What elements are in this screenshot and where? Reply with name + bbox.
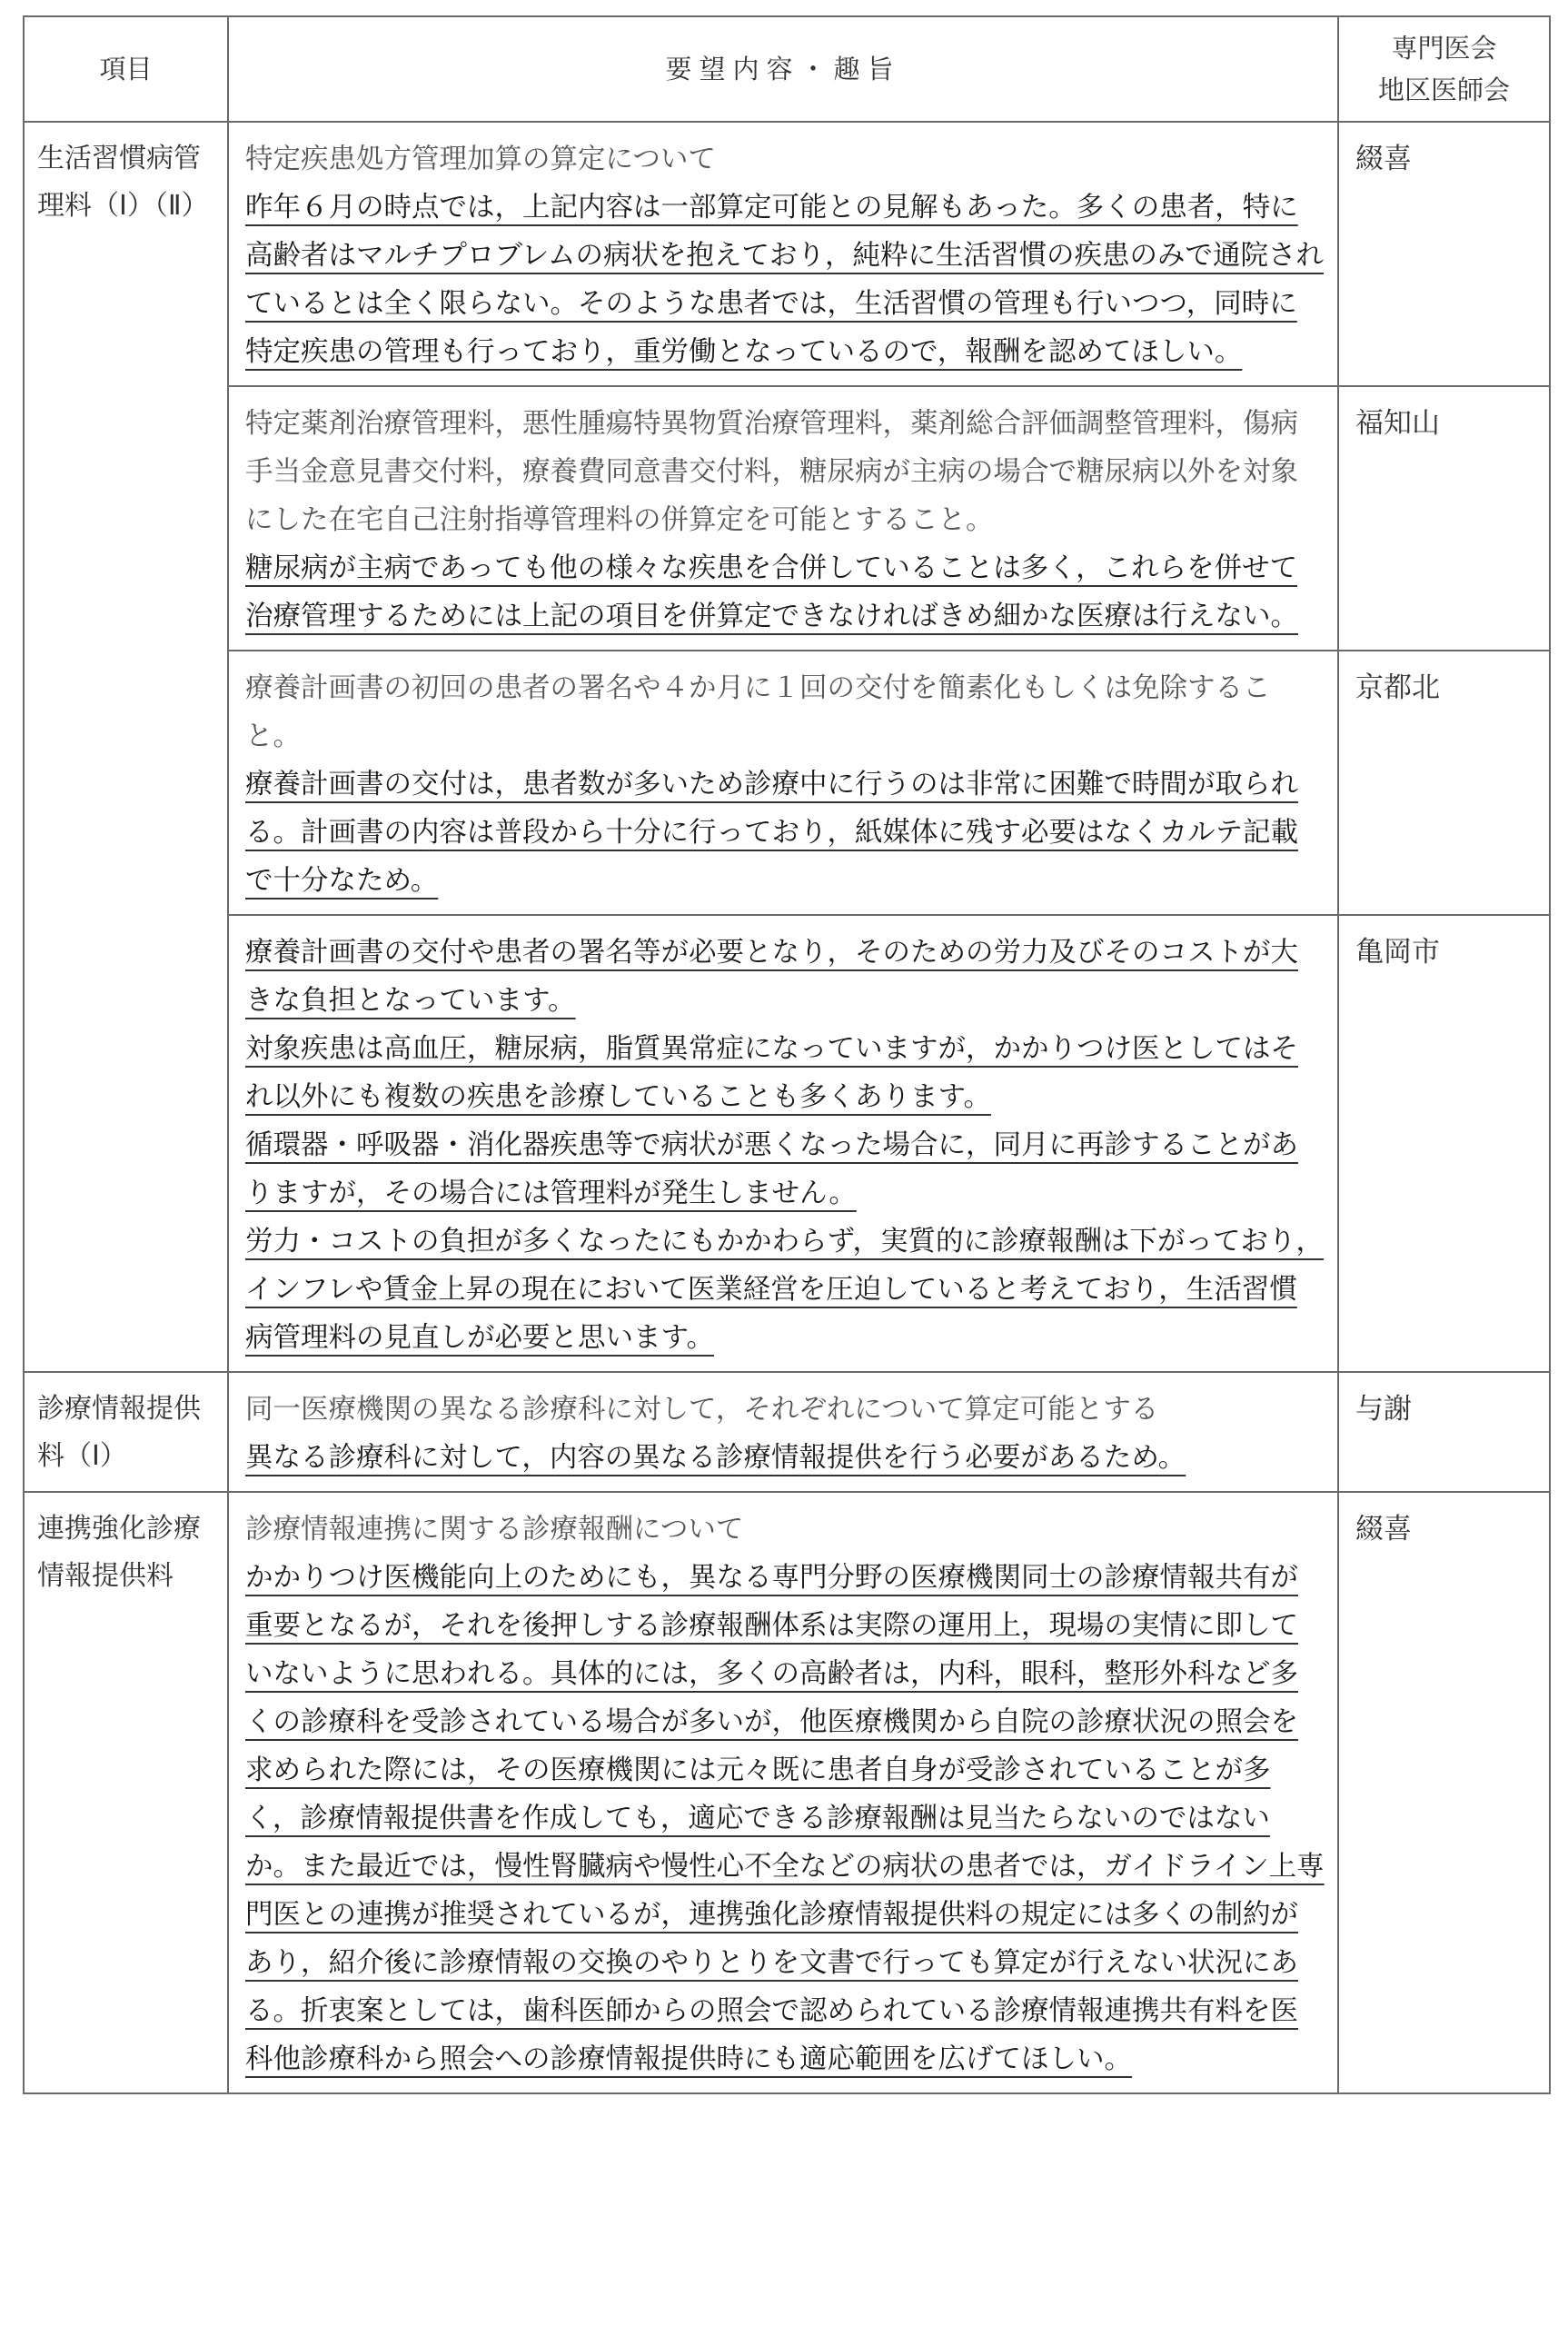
request-table bbox=[23, 15, 1551, 2094]
table-row bbox=[24, 1492, 1550, 2093]
request-reason bbox=[245, 1121, 1325, 1218]
request-reason bbox=[245, 929, 1325, 1025]
item-cell: 連携強化診療情報提供料 bbox=[24, 1492, 228, 2093]
header-content: 要望内容・趣旨 bbox=[228, 16, 1338, 122]
header-association-line1: 専門医会 bbox=[1391, 33, 1497, 64]
request-reason bbox=[245, 1554, 1325, 2083]
request-topic: 療養計画書の初回の患者の署名や４か月に１回の交付を簡素化もしくは免除すること。 bbox=[245, 672, 1271, 752]
reason-text: 糖尿病が主病であっても他の様々な疾患を合併していることは多く，これらを併せて治療管理するためには上記の項目を併算定できなければきめ細かな医療は行えない。 bbox=[245, 552, 1298, 632]
reason-text: 異なる診療科に対して，内容の異なる診療情報提供を行う必要があるため。 bbox=[245, 1442, 1186, 1474]
reason-text: 療養計画書の交付や患者の署名等が必要となり，そのための労力及びそのコストが大きな負担となっています。 bbox=[245, 937, 1298, 1017]
association-cell: 京都北 bbox=[1338, 651, 1550, 915]
header-row bbox=[24, 16, 1550, 122]
header-association-line2: 地区医師会 bbox=[1377, 75, 1510, 105]
item-cell: 生活習慣病管理料（Ⅰ）（Ⅱ） bbox=[24, 122, 228, 1372]
table-row bbox=[24, 386, 1550, 651]
content-cell bbox=[228, 651, 1338, 915]
table-row bbox=[24, 122, 1550, 386]
table-row bbox=[24, 651, 1550, 915]
association-cell: 亀岡市 bbox=[1338, 915, 1550, 1372]
reason-text: 対象疾患は高血圧，糖尿病，脂質異常症になっていますが，かかりつけ医としてはそれ以外にも複数の疾患を診療していることも多くあります。 bbox=[245, 1033, 1298, 1113]
reason-text: かかりつけ医機能向上のためにも，異なる専門分野の医療機関同士の診療情報共有が重要となるが，それを後押しする診療報酬体系は実際の運用上，現場の実情に即していないように思われる。具体的には，多くの高齢者は，内科，眼科，整形外科など多くの診療科を受診されている場合が多いが，他医療機関から自院の診療状況の照会を求められた際には，その医療機関には元々既に患者自身が受診されていることが多く，診療情報提供書を作成しても，適応できる診療報酬は見当たらないのではないか。また最近では，慢性腎臓病や慢性心不全などの病状の患者では，ガイドライン上専門医との連携が推奨されているが，連携強化診療情報提供料の規定には多くの制約があり，紹介後に診療情報の交換のやりとりを文書で行っても算定が行えない状況にある。折衷案としては，歯科医師からの照会で認められている診療情報連携共有料を医科他診療科から照会への診療情報提供時にも適応範囲を広げてほしい。 bbox=[245, 1562, 1325, 2075]
request-reason bbox=[245, 544, 1325, 641]
content-cell bbox=[228, 1492, 1338, 2093]
content-cell bbox=[228, 386, 1338, 651]
request-reason bbox=[245, 1434, 1325, 1482]
request-topic: 特定薬剤治療管理料，悪性腫瘍特異物質治療管理料，薬剤総合評価調整管理料，傷病手当金意見書交付料，療養費同意書交付料，糖尿病が主病の場合で糖尿病以外を対象にした在宅自己注射指導管理料の併算定を可能とすること。 bbox=[245, 408, 1298, 536]
reason-text: 療養計画書の交付は，患者数が多いため診療中に行うのは非常に困難で時間が取られる。計画書の内容は普段から十分に行っており，紙媒体に残す必要はなくカルテ記載で十分なため。 bbox=[245, 769, 1298, 897]
association-cell: 与謝 bbox=[1338, 1372, 1550, 1492]
header-item: 項目 bbox=[24, 16, 228, 122]
content-cell bbox=[228, 1372, 1338, 1492]
reason-text: 労力・コストの負担が多くなったにもかかわらず，実質的に診療報酬は下がっており，インフレや賃金上昇の現在において医業経営を圧迫していると考えており，生活習慣病管理料の見直しが必要と思います。 bbox=[245, 1226, 1325, 1354]
reason-text: 昨年６月の時点では，上記内容は一部算定可能との見解もあった。多くの患者，特に高齢者はマルチプロブレムの病状を抱えており，純粋に生活習慣の疾患のみで通院されているとは全く限らない。そのような患者では，生活習慣の管理も行いつつ，同時に特定疾患の管理も行っており，重労働となっているので，報酬を認めてほしい。 bbox=[245, 192, 1325, 368]
content-cell bbox=[228, 122, 1338, 386]
request-reason bbox=[245, 1218, 1325, 1362]
item-cell: 診療情報提供料（Ⅰ） bbox=[24, 1372, 228, 1492]
table-row bbox=[24, 1372, 1550, 1492]
request-topic: 診療情報連携に関する診療報酬について bbox=[245, 1514, 744, 1546]
request-topic: 同一医療機関の異なる診療科に対して，それぞれについて算定可能とする bbox=[245, 1394, 1159, 1426]
request-reason bbox=[245, 1025, 1325, 1121]
request-topic: 特定疾患処方管理加算の算定について bbox=[245, 144, 716, 175]
content-cell bbox=[228, 915, 1338, 1372]
association-cell: 綴喜 bbox=[1338, 122, 1550, 386]
association-cell: 綴喜 bbox=[1338, 1492, 1550, 2093]
reason-text: 循環器・呼吸器・消化器疾患等で病状が悪くなった場合に，同月に再診することがありますが，その場合には管理料が発生しません。 bbox=[245, 1129, 1298, 1209]
header-association bbox=[1338, 16, 1550, 122]
request-reason bbox=[245, 760, 1325, 905]
table-row bbox=[24, 915, 1550, 1372]
association-cell: 福知山 bbox=[1338, 386, 1550, 651]
request-reason bbox=[245, 184, 1325, 376]
